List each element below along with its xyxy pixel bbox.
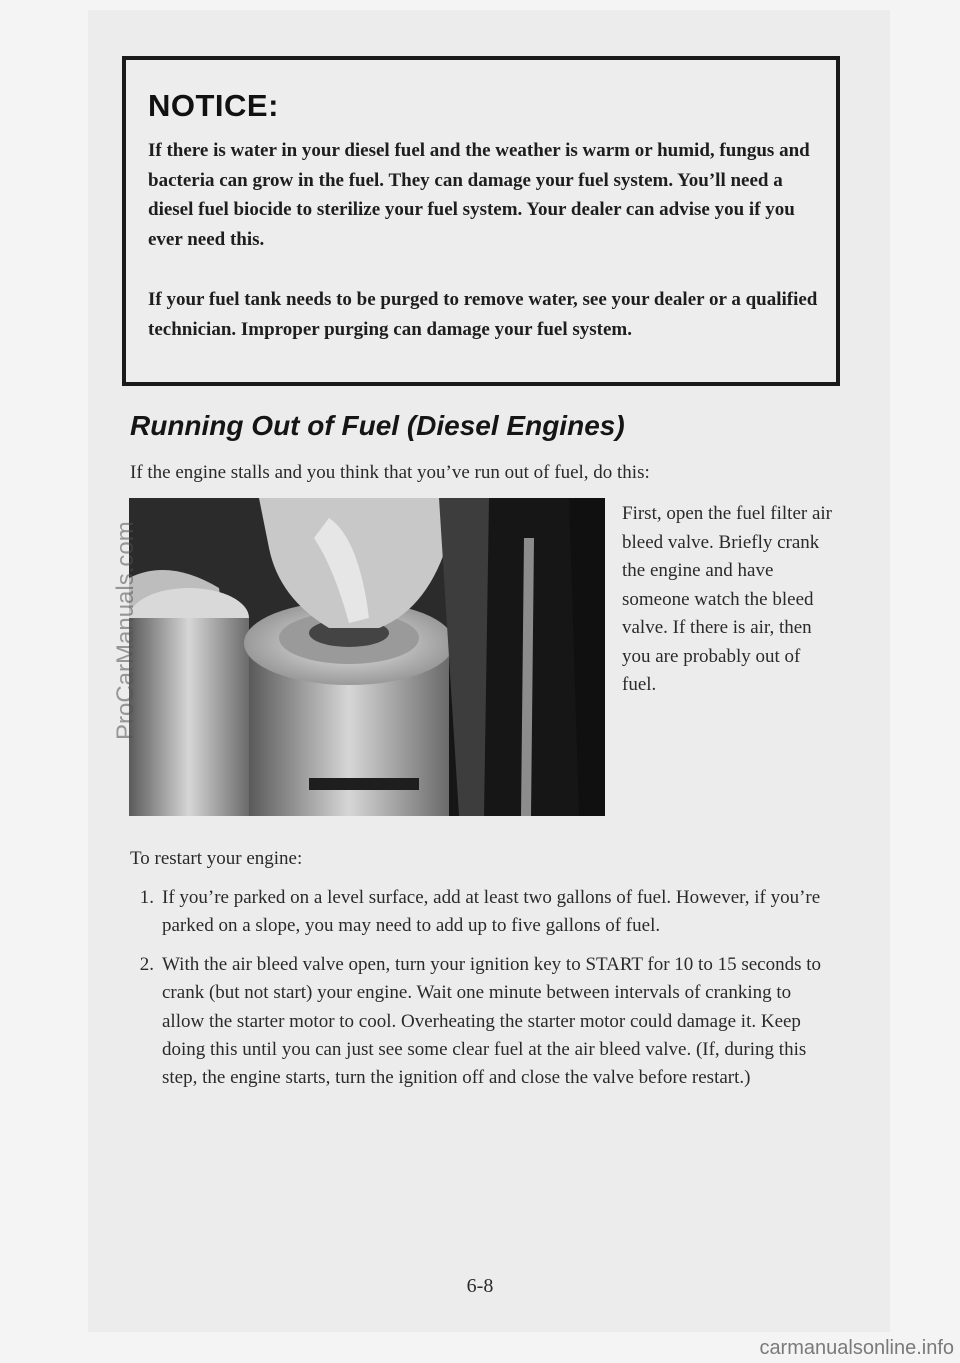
notice-paragraph-1: If there is water in your diesel fuel and the weather is warm or humid, fungus and bacteria can grow in the fuel. They can damage your fuel system. You’ll need a diesel fuel biocide to sterilize your fuel system. Your dealer can advise you if you ever need this.: [148, 140, 810, 250]
step-text: With the air bleed valve open, turn your ignition key to START for 10 to 15 seconds to crank (but not start) your engine. Wait one minute between intervals of cranking to allow the starter motor to cool. Overheating the starter motor could damage it. Keep doing this until you can just see some clear fuel at the air bleed valve. (If, during this step, the engine starts, turn the ignition off and close the valve before restart.): [162, 953, 821, 1089]
restart-lead: To restart your engine:: [130, 848, 303, 869]
fuel-filter-photo: [129, 498, 605, 816]
step-number: 2.: [139, 953, 154, 975]
fuel-filter-illustration: [129, 498, 605, 816]
list-item: [130, 951, 830, 1093]
side-watermark: ProCarManuals.com: [112, 521, 139, 740]
step-number: 1.: [139, 887, 154, 908]
bleed-valve-instructions: First, open the fuel filter air bleed valve. Briefly crank the engine and have someone watch the bleed valve. If there is air, then you are probably out of fuel.: [622, 503, 832, 695]
section-heading: Running Out of Fuel (Diesel Engines): [130, 410, 625, 441]
notice-title: NOTICE:: [148, 88, 279, 123]
page-number: 6-8: [466, 1275, 494, 1297]
notice-paragraph-2: If your fuel tank needs to be purged to remove water, see your dealer or a qualified technician. Improper purging can damage your fuel system.: [148, 289, 818, 340]
bottom-watermark: carmanualsonline.info: [759, 1337, 954, 1359]
restart-steps: [130, 884, 830, 1103]
list-item: [130, 884, 830, 941]
step-text: If you’re parked on a level surface, add at least two gallons of fuel. However, if you’re parked on a slope, you may need to add up to five gallons of fuel.: [162, 887, 821, 937]
section-intro: If the engine stalls and you think that you’ve run out of fuel, do this:: [130, 462, 650, 483]
notice-box: [122, 56, 840, 386]
